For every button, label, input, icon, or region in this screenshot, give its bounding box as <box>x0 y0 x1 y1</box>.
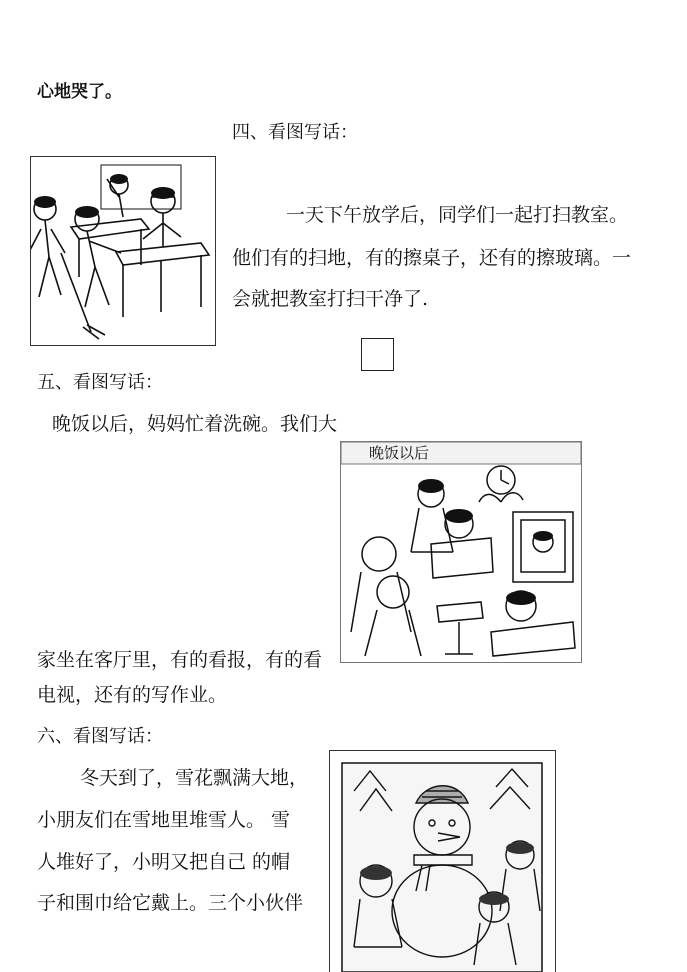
section4-line-1: 一天下午放学后，同学们一起打扫教室。 <box>286 204 629 226</box>
snowman-children-illustration <box>329 750 556 972</box>
answer-box[interactable] <box>361 338 394 371</box>
classroom-cleaning-illustration <box>30 156 216 346</box>
section4-line-2: 他们有的扫地，有的擦桌子，还有的擦玻璃。一 <box>232 247 632 269</box>
section5-line-2: 家坐在客厅里，有的看报，有的看 <box>37 649 323 671</box>
section3-tail: 心地哭了。 <box>37 82 122 102</box>
family-living-room-illustration <box>340 441 582 663</box>
section5-line-1: 晚饭以后，妈妈忙着洗碗。我们大 <box>52 413 338 435</box>
section5-heading: 五、看图写话： <box>37 372 163 393</box>
section5-line-3: 电视，还有的写作业。 <box>37 684 228 706</box>
section6-line-4: 子和围巾给它戴上。三个小伙伴 <box>37 892 304 914</box>
section6-line-3: 人堆好了，小明又把自己 的帽 <box>37 851 291 873</box>
section4-line-3: 会就把教室打扫干净了. <box>232 288 429 310</box>
section6-line-2: 小朋友们在雪地里堆雪人。 雪 <box>37 809 291 831</box>
picture-caption: 晚饭以后 <box>369 444 430 462</box>
section4-heading: 四、看图写话： <box>232 122 358 143</box>
section6-line-1: 冬天到了，雪花飘满大地， <box>80 767 309 789</box>
section6-heading: 六、看图写话： <box>37 726 163 747</box>
